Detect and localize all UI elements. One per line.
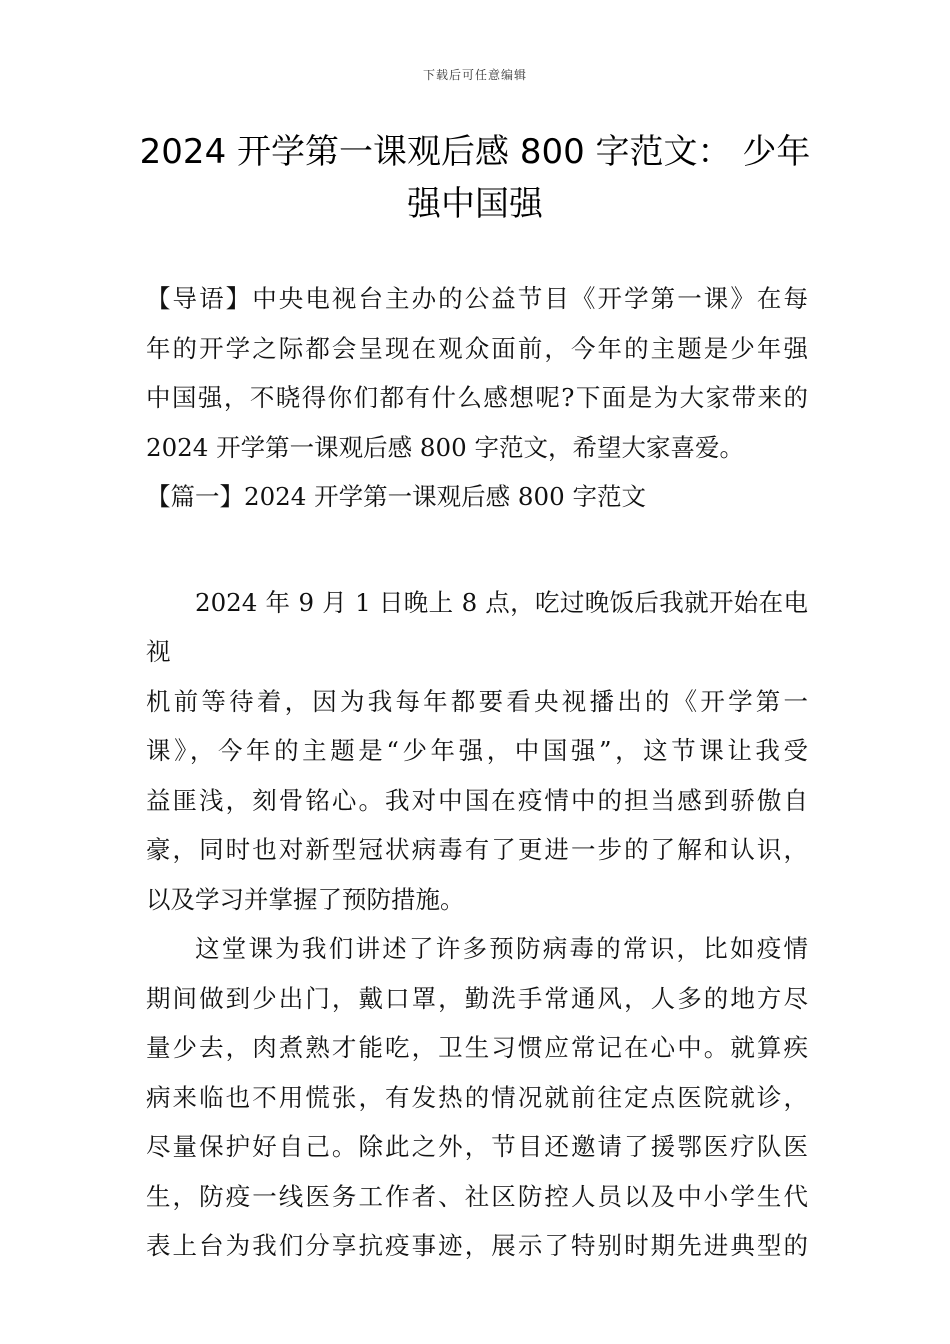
document-title <box>130 126 820 230</box>
document-body <box>146 274 808 1271</box>
intro-paragraph <box>146 274 808 472</box>
title-line-2: 强中国强 <box>407 184 543 224</box>
paragraph-line: 生，防疫一线医务工作者、社区防控人员以及中小学生代 <box>146 1181 808 1211</box>
paragraph-line: 2024 年 9 月 1 日晚上 8 点，吃过晚饭后我就开始在电视 <box>146 587 808 666</box>
paragraph-line: 病来临也不用慌张，有发热的情况就前往定点医院就诊， <box>146 1082 808 1112</box>
blank-spacer <box>146 522 808 578</box>
paragraph-line: 豪，同时也对新型冠状病毒有了更进一步的了解和认识， <box>146 835 808 864</box>
paragraph-line: 尽量保护好自己。除此之外，节目还邀请了援鄂医疗队医 <box>146 1132 808 1161</box>
paragraph-line: 期间做到少出门，戴口罩，勤洗手常通风，人多的地方尽 <box>146 983 808 1013</box>
paragraph-line: 表上台为我们分享抗疫事迹，展示了特别时期先进典型的 <box>146 1231 808 1260</box>
paragraph-line: 这堂课为我们讲述了许多预防病毒的常识，比如疫情 <box>195 934 808 963</box>
section-heading: 【篇一】2024 开学第一课观后感 800 字范文 <box>146 482 646 511</box>
intro-line: 中国强，不晓得你们都有什么感想呢?下面是为大家带来的 <box>146 383 808 412</box>
paragraph-line: 以及学习并掌握了预防措施。 <box>146 884 465 914</box>
paragraph-2 <box>146 924 808 1271</box>
intro-line: 2024 开学第一课观后感 800 字范文，希望大家喜爱。 <box>146 432 744 462</box>
paragraph-line: 机前等待着，因为我每年都要看央视播出的《开学第一 <box>146 686 808 716</box>
header-note: 下载后可任意编辑 <box>422 68 527 82</box>
paragraph-line: 益匪浅，刻骨铭心。我对中国在疫情中的担当感到骄傲自 <box>146 785 808 815</box>
paragraph-line: 课》，今年的主题是“少年强，中国强”，这节课让我受 <box>146 736 808 765</box>
paragraph-1 <box>146 578 808 925</box>
paragraph-line: 量少去，肉煮熟才能吃，卫生习惯应常记在心中。就算疾 <box>146 1033 808 1062</box>
intro-line: 【导语】中央电视台主办的公益节目《开学第一课》在每 <box>146 284 808 313</box>
title-line-1: 2024 开学第一课观后感 800 字范文： 少年 <box>139 132 811 172</box>
intro-line: 年的开学之际都会呈现在观众面前，今年的主题是少年强 <box>146 333 808 363</box>
